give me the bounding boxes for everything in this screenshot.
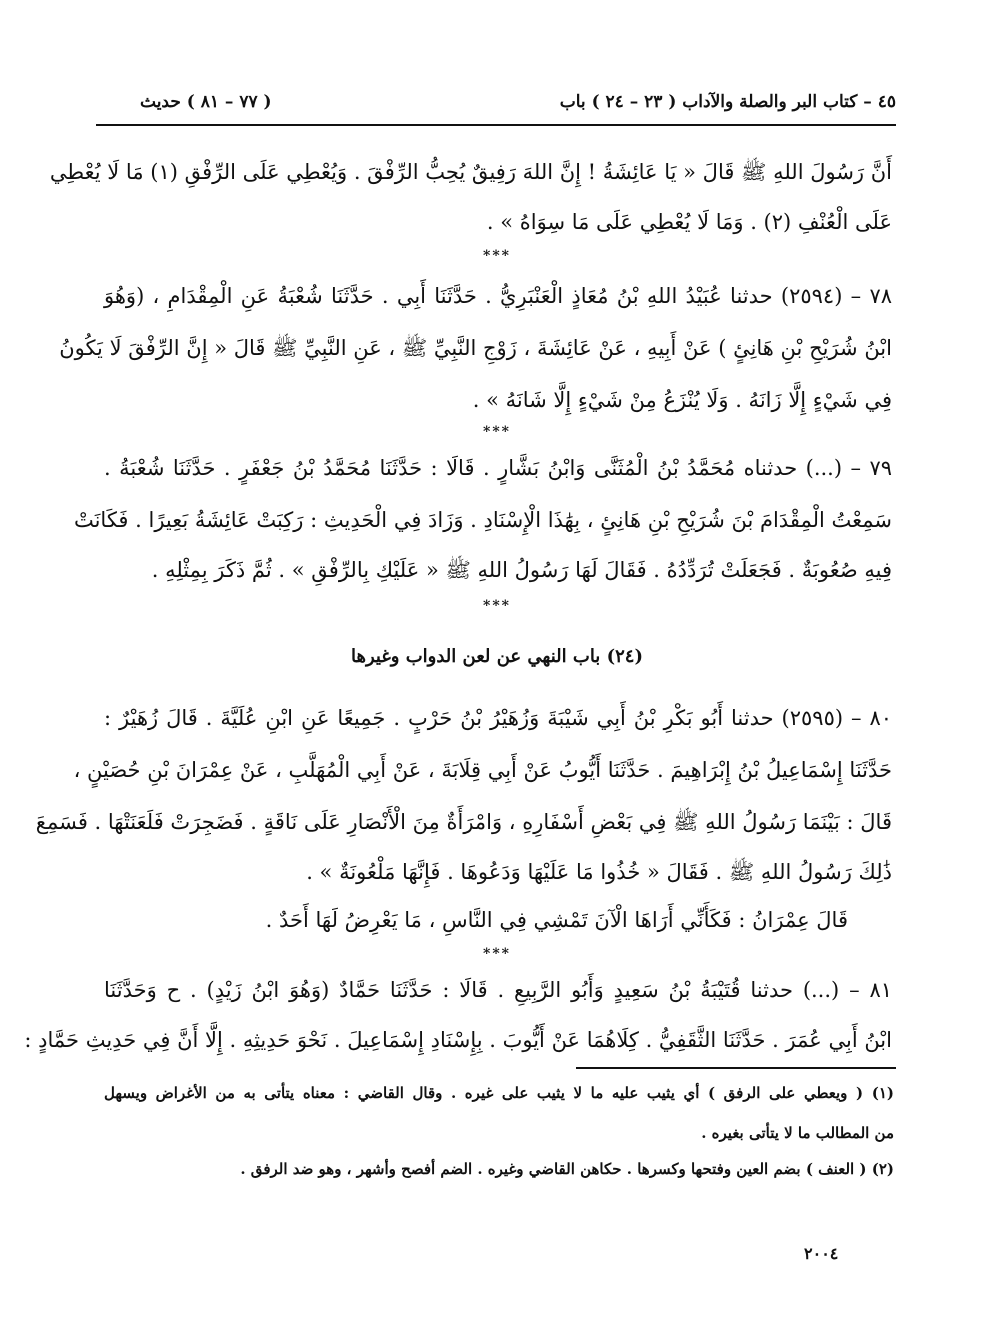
- text-line: فِي شَيْءٍ إِلَّا زَانَهُ . وَلَا يُنْزَعُ مِنْ شَيْءٍ إِلَّا شَانَهُ » .: [472, 388, 892, 412]
- text-line: ٧٩ – (...) حدثناه مُحَمَّدُ بْنُ الْمُثَنَّى وَابْنُ بَشَّارٍ . قَالَا : حَدَّثَنَا مُحَمَّدُ بْنُ جَعْفَرٍ . حَدَّثَنَا شُعْبَةُ .: [104, 456, 892, 480]
- text-line: قَالَ عِمْرَانُ : فَكَأَنِّي أَرَاهَا الْآنَ تَمْشِي فِي النَّاسِ ، مَا يَعْرِضُ لَهَا أَحَدٌ .: [265, 908, 848, 932]
- separator-stars: ***: [483, 946, 511, 962]
- text-line: سَمِعْتُ الْمِقْدَامَ بْنَ شُرَيْحِ بْنِ هَانِئٍ ، بِهَٰذَا الْإِسْنَادِ . وَزَادَ فِي الْحَدِيثِ : رَكِبَتْ عَائِشَةُ بَعِيرًا . فَكَانَتْ: [73, 508, 892, 532]
- text-line: ابْنُ شُرَيْحِ بْنِ هَانِئٍ ) عَنْ أَبِيهِ ، عَنْ عَائِشَةَ ، زَوْجِ النَّبِيِّ ﷺ ، عَنِ النَّبِيِّ ﷺ قَالَ « إِنَّ الرِّفْقَ لَا يَكُونُ: [59, 336, 892, 360]
- footnote-line: من المطالب ما لا يتأتى بغيره .: [701, 1124, 894, 1142]
- text-line: فِيهِ صُعُوبَةٌ . فَجَعَلَتْ تُرَدِّدُهُ . فَقَالَ لَهَا رَسُولُ اللهِ ﷺ « عَلَيْكِ بِالرِّفْقِ » . ثُمَّ ذَكَرَ بِمِثْلِهِ .: [151, 558, 892, 582]
- page-number: ٢٠٠٤: [804, 1244, 839, 1263]
- separator-stars: ***: [483, 598, 511, 614]
- text-line: قَالَ : بَيْنَمَا رَسُولُ اللهِ ﷺ فِي بَعْضِ أَسْفَارِهِ ، وَامْرَأَةٌ مِنَ الْأَنْصَارِ عَلَى نَاقَةٍ . فَضَجِرَتْ فَلَعَنَتْهَا . فَسَمِعَ: [35, 810, 892, 834]
- footnote-divider: [576, 1067, 896, 1069]
- text-line: ٨١ – (...) حدثنا قُتَيْبَةُ بْنُ سَعِيدٍ وَأَبُو الرَّبِيعِ . قَالَا : حَدَّثَنَا حَمَّادٌ (وَهُوَ ابْنُ زَيْدٍ) . ح وَحَدَّثَنَا: [104, 978, 892, 1002]
- separator-stars: ***: [483, 248, 511, 264]
- text-line: أَنَّ رَسُولَ اللهِ ﷺ قَالَ « يَا عَائِشَةُ ! إِنَّ اللهَ رَفِيقٌ يُحِبُّ الرِّفْقَ . وَيُعْطِي عَلَى الرِّفْقِ (١) مَا لَا يُعْطِي: [49, 160, 892, 184]
- separator-stars: ***: [483, 424, 511, 440]
- footnote-line: (٢) ( العنف ) بضم العين وفتحها وكسرها . حكاهن القاضي وغيره . الضم أفصح وأشهر ، وهو ضد الرفق .: [240, 1160, 894, 1178]
- text-line: ٨٠ – (٢٥٩٥) حدثنا أَبُو بَكْرِ بْنُ أَبِي شَيْبَةَ وَزُهَيْرُ بْنُ حَرْبٍ . جَمِيعًا عَنِ ابْنِ عُلَيَّةَ . قَالَ زُهَيْرٌ :: [104, 706, 892, 730]
- header-book-chapter: ٤٥ – كتاب البر والصلة والآداب ( ٢٣ – ٢٤ ) باب: [559, 92, 896, 112]
- text-line: ٧٨ – (٢٥٩٤) حدثنا عُبَيْدُ اللهِ بْنُ مُعَاذٍ الْعَنْبَرِيُّ . حَدَّثَنَا أَبِي . حَدَّثَنَا شُعْبَةُ عَنِ الْمِقْدَامِ ، (وَهُوَ: [104, 284, 892, 308]
- chapter-title: (٢٤) باب النهي عن لعن الدواب وغيرها: [351, 646, 643, 667]
- text-line: ذَٰلِكَ رَسُولُ اللهِ ﷺ . فَقَالَ « خُذُوا مَا عَلَيْهَا وَدَعُوهَا . فَإِنَّهَا مَلْعُونَةٌ » .: [306, 860, 892, 884]
- header-divider: [96, 124, 896, 126]
- running-header: [96, 86, 896, 122]
- text-line: ابْنُ أَبِي عُمَرَ . حَدَّثَنَا الثَّقَفِيُّ . كِلَاهُمَا عَنْ أَيُّوبَ . بِإِسْنَادِ إِسْمَاعِيلَ . نَحْوَ حَدِيثِهِ . إِلَّا أَنَّ فِي حَدِيثِ حَمَّادٍ :: [24, 1028, 892, 1052]
- text-line: حَدَّثَنَا إِسْمَاعِيلُ بْنُ إِبْرَاهِيمَ . حَدَّثَنَا أَيُّوبُ عَنْ أَبِي قِلَابَةَ ، عَنْ أَبِي الْمُهَلَّبِ ، عَنْ عِمْرَانَ بْنِ حُصَيْنٍ ،: [73, 758, 892, 782]
- text-line: عَلَى الْعُنْفِ (٢) . وَمَا لَا يُعْطِي عَلَى مَا سِوَاهُ » .: [486, 210, 892, 234]
- footnote-line: (١) ( ويعطي على الرفق ) أي يثيب عليه ما لا يثيب على غيره . وقال القاضي : معناه يتأتى به من الأغراض ويسهل: [104, 1084, 894, 1102]
- header-hadith-range: ( ٧٧ – ٨١ ) حديث: [140, 92, 272, 112]
